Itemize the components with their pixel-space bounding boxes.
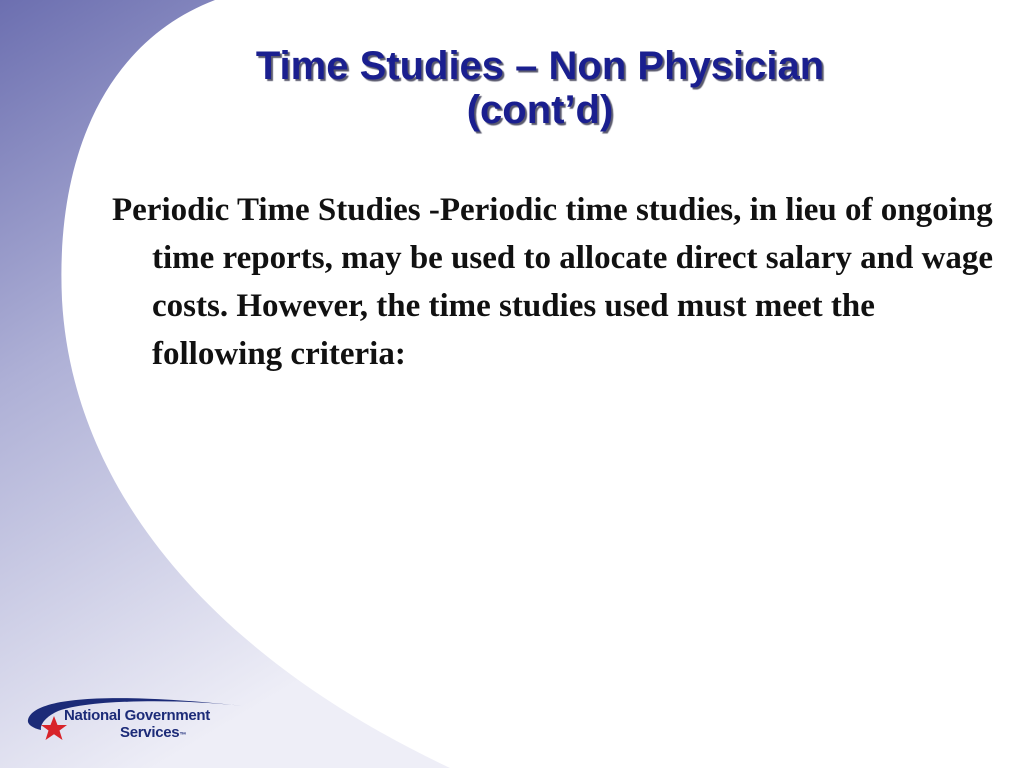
slide-title-line-1: Time Studies – Non Physician: [255, 44, 825, 88]
logo-text-line-2: [120, 724, 186, 741]
slide-title: [60, 44, 1020, 132]
slide-title-line-2: (cont’d): [466, 88, 614, 132]
national-government-services-logo: [22, 686, 252, 746]
logo-text-line-1: National Government: [64, 707, 210, 724]
logo-text-services: Services: [120, 724, 180, 741]
slide-body-text: Periodic Time Studies -Periodic time studies, in lieu of ongoing time reports, may be used to allocate direct salary and wage costs. However, the time studies used must meet the following criteria:: [112, 192, 994, 372]
trademark-symbol: ™: [179, 732, 187, 739]
